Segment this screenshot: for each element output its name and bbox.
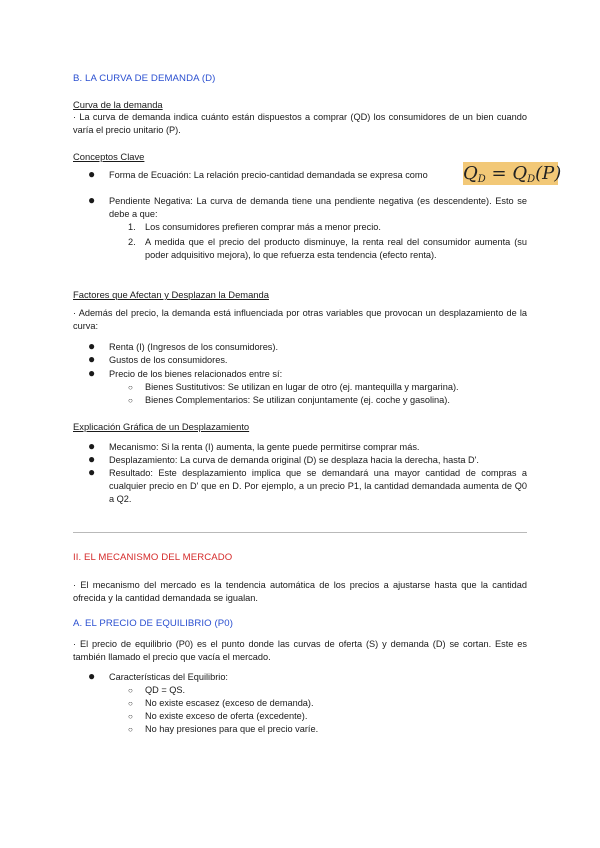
bullet-icon: ● — [88, 465, 96, 479]
bullet-icon: ● — [88, 352, 96, 366]
curva-text: · La curva de demanda indica cuánto están dispuestos a comprar (QD) los consumidores de un bien cuando varía el precio unitario (P). — [73, 112, 527, 135]
explicacion-item: Desplazamiento: La curva de demanda original (D) se desplaza hacia la derecha, hasta D'. — [109, 455, 479, 465]
bullet-icon: ● — [88, 167, 96, 181]
bullet-icon: ● — [88, 439, 96, 453]
circle-bullet-icon: ○ — [128, 725, 133, 734]
list-number: 2. — [128, 237, 136, 247]
mecanismo-text: · El mecanismo del mercado es la tendencia automática de los precios a ajustarse hasta que la cantidad ofrecida y la cantidad demandada se igualan. — [73, 580, 527, 603]
equilibrio-sub-item: No hay presiones para que el precio varíe. — [145, 724, 319, 734]
demand-formula: $Q_D = Q_D(P)$ — [463, 163, 562, 185]
circle-bullet-icon: ○ — [128, 383, 133, 392]
equilibrio-sub-item: No existe exceso de oferta (excedente). — [145, 711, 308, 721]
bullet-icon: ● — [88, 452, 96, 466]
factor-item: Gustos de los consumidores. — [109, 355, 228, 365]
factor-item: Precio de los bienes relacionados entre sí: — [109, 369, 283, 379]
pendiente-sub-1: Los consumidores prefieren comprar más a menor precio. — [145, 222, 381, 232]
list-number: 1. — [128, 222, 136, 232]
factor-item: Renta (I) (Ingresos de los consumidores). — [109, 342, 279, 352]
section-divider — [73, 532, 527, 533]
factor-sub-item: Bienes Sustitutivos: Se utilizan en lugar de otro (ej. mantequilla y margarina). — [145, 382, 459, 392]
equilibrio-text: · El precio de equilibrio (P0) es el punto donde las curvas de oferta (S) y demanda (D) se cortan. Este es también llamado el precio que vacía el mercado. — [73, 639, 527, 662]
circle-bullet-icon: ○ — [128, 699, 133, 708]
factor-sub-item: Bienes Complementarios: Se utilizan conjuntamente (ej. coche y gasolina). — [145, 395, 450, 405]
bullet-icon: ● — [88, 366, 96, 380]
circle-bullet-icon: ○ — [128, 686, 133, 695]
section-ii-title: II. EL MECANISMO DEL MERCADO — [73, 552, 233, 563]
curva-heading: Curva de la demanda — [73, 99, 163, 110]
bullet-icon: ● — [88, 193, 96, 207]
equilibrio-sub-item: QD = QS. — [145, 685, 186, 695]
equilibrio-item: Características del Equilibrio: — [109, 672, 228, 682]
pendiente-item: Pendiente Negativa: La curva de demanda tiene una pendiente negativa (es descendente). Esto se debe a que: — [109, 196, 527, 219]
circle-bullet-icon: ○ — [128, 396, 133, 405]
explicacion-heading: Explicación Gráfica de un Desplazamiento — [73, 421, 250, 432]
explicacion-item: Mecanismo: Si la renta (I) aumenta, la gente puede permitirse comprar más. — [109, 442, 420, 452]
section-b-title: B. LA CURVA DE DEMANDA (D) — [73, 73, 216, 84]
equilibrio-sub-item: No existe escasez (exceso de demanda). — [145, 698, 314, 708]
bullet-icon: ● — [88, 669, 96, 683]
explicacion-item: Resultado: Este desplazamiento implica que se demandará una mayor cantidad de compras a cualquier precio en D' que en D. Por ejemplo, a un precio P1, la cantidad demandada aumenta de Q0 a Q2. — [109, 468, 527, 504]
ecuacion-item: Forma de Ecuación: La relación precio-cantidad demandada se expresa como — [109, 170, 428, 180]
conceptos-heading: Conceptos Clave — [73, 151, 145, 162]
factores-heading: Factores que Afectan y Desplazan la Demanda — [73, 289, 269, 300]
circle-bullet-icon: ○ — [128, 712, 133, 721]
pendiente-sub-2: A medida que el precio del producto disminuye, la renta real del consumidor aumenta (su poder adquisitivo mejora), lo que refuerza esta tendencia (efecto renta). — [145, 237, 527, 260]
factores-intro: · Además del precio, la demanda está influenciada por otras variables que provocan un desplazamiento de la curva: — [73, 308, 527, 331]
equilibrio-title: A. EL PRECIO DE EQUILIBRIO (P0) — [73, 618, 234, 629]
bullet-icon: ● — [88, 339, 96, 353]
